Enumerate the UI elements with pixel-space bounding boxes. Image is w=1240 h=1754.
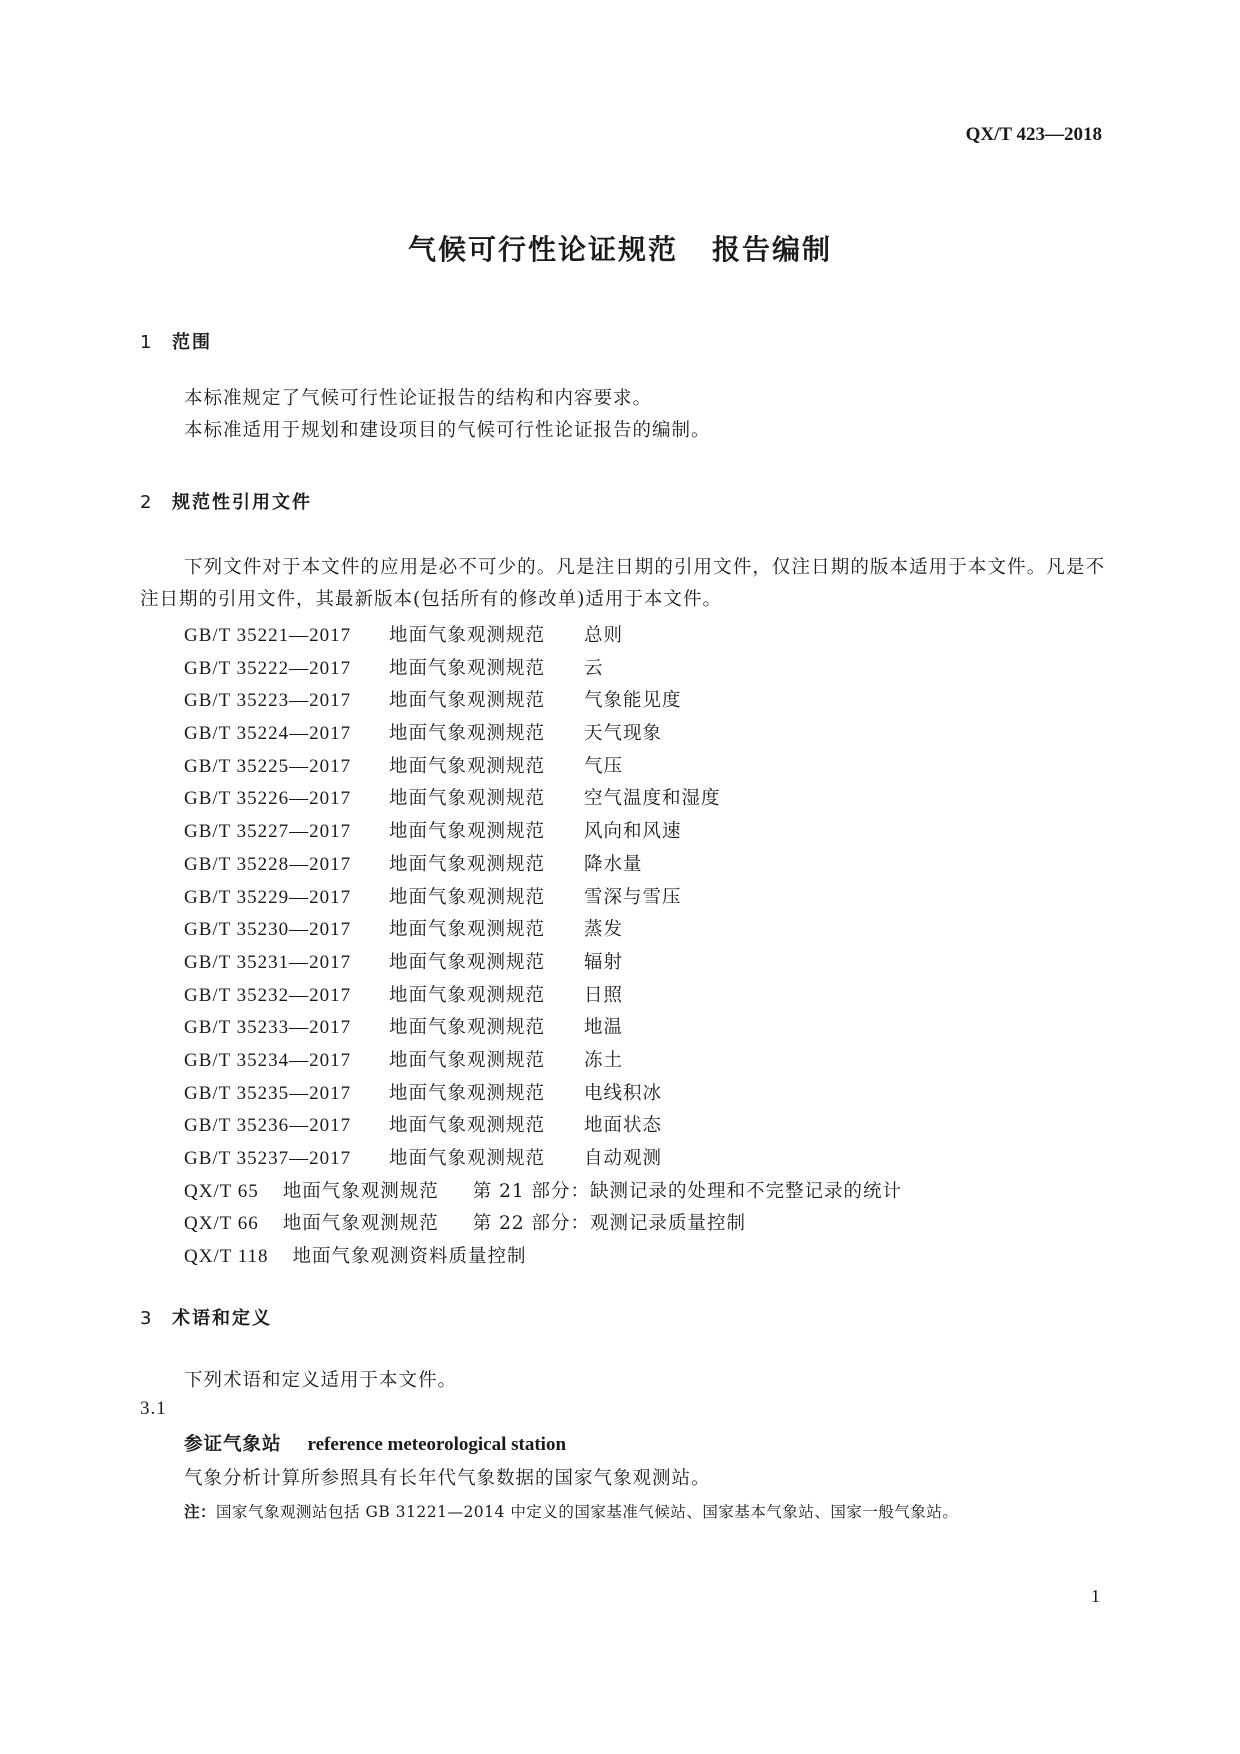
reference-title: 地面气象观测规范 xyxy=(389,821,546,843)
reference-title: 地面气象观测规范 xyxy=(282,1180,439,1202)
reference-item xyxy=(184,620,902,653)
reference-code: GB/T 35224—2017 xyxy=(184,723,352,745)
standard-code: QX/T 423—2018 xyxy=(965,124,1102,145)
reference-title: 地面气象观测规范 xyxy=(389,951,546,973)
reference-title: 地面气象观测规范 xyxy=(389,657,546,679)
reference-item xyxy=(184,751,902,784)
title-main: 气候可行性论证规范 xyxy=(407,233,678,266)
reference-item xyxy=(184,882,902,915)
reference-item xyxy=(184,816,902,849)
reference-subtitle: 风向和风速 xyxy=(584,821,682,843)
note-text: 国家气象观测站包括 GB 31221—2014 中定义的国家基准气候站、国家基本气象站、国家一般气象站。 xyxy=(216,1503,959,1521)
term-note xyxy=(184,1500,958,1522)
section-title: 范围 xyxy=(172,332,212,353)
reference-code: QX/T 118 xyxy=(184,1246,269,1268)
section-3-heading xyxy=(140,1304,272,1330)
section-number: 2 xyxy=(140,492,154,513)
reference-subtitle: 空气温度和湿度 xyxy=(584,788,721,810)
title-sub: 报告编制 xyxy=(712,233,833,266)
reference-subtitle: 气象能见度 xyxy=(584,690,682,712)
reference-item xyxy=(184,1176,902,1209)
reference-title: 地面气象观测规范 xyxy=(389,1115,546,1137)
reference-title: 地面气象观测规范 xyxy=(389,755,546,777)
reference-title: 地面气象观测规范 xyxy=(389,723,546,745)
reference-title: 地面气象观测规范 xyxy=(389,1017,546,1039)
reference-list xyxy=(184,620,902,1274)
term-chinese: 参证气象站 xyxy=(184,1434,282,1455)
reference-subtitle: 雪深与雪压 xyxy=(584,886,682,908)
section-2-heading xyxy=(140,488,312,514)
term-number: 3.1 xyxy=(140,1398,167,1419)
reference-code: GB/T 35229—2017 xyxy=(184,886,352,908)
reference-code: GB/T 35222—2017 xyxy=(184,657,352,679)
document-title xyxy=(0,228,1240,268)
reference-title: 地面气象观测规范 xyxy=(389,625,546,646)
reference-code: GB/T 35232—2017 xyxy=(184,984,352,1006)
reference-item xyxy=(184,980,902,1013)
paragraph: 本标准规定了气候可行性论证报告的结构和内容要求。 xyxy=(184,388,653,409)
page-number: 1 xyxy=(1091,1586,1100,1606)
reference-subtitle: 电线积冰 xyxy=(584,1082,663,1104)
reference-item xyxy=(184,1012,902,1045)
reference-code: GB/T 35235—2017 xyxy=(184,1082,352,1104)
reference-code: GB/T 35231—2017 xyxy=(184,951,352,973)
reference-title: 地面气象观测规范 xyxy=(389,1049,546,1071)
reference-subtitle: 地面状态 xyxy=(584,1115,663,1137)
reference-item xyxy=(184,1208,902,1241)
reference-subtitle: 冻土 xyxy=(584,1049,624,1071)
reference-code: GB/T 35233—2017 xyxy=(184,1017,352,1039)
reference-item xyxy=(184,1078,902,1111)
reference-code: GB/T 35227—2017 xyxy=(184,821,352,843)
reference-code: GB/T 35226—2017 xyxy=(184,788,352,810)
note-label: 注： xyxy=(184,1503,217,1521)
reference-code: GB/T 35221—2017 xyxy=(184,625,352,646)
reference-subtitle: 第 21 部分：缺测记录的处理和不完整记录的统计 xyxy=(472,1180,903,1202)
reference-code: GB/T 35230—2017 xyxy=(184,919,352,941)
reference-subtitle: 日照 xyxy=(584,984,624,1006)
reference-item xyxy=(184,653,902,686)
term-heading xyxy=(184,1430,566,1456)
reference-title: 地面气象观测规范 xyxy=(282,1213,439,1235)
reference-title: 地面气象观测规范 xyxy=(389,853,546,875)
paragraph: 下列文件对于本文件的应用是必不可少的。凡是注日期的引用文件，仅注日期的版本适用于本文件。凡是不注日期的引用文件，其最新版本(包括所有的修改单)适用于本文件。 xyxy=(140,557,1105,610)
reference-item xyxy=(184,1143,902,1176)
reference-item xyxy=(184,914,902,947)
reference-subtitle: 辐射 xyxy=(584,951,624,973)
reference-item xyxy=(184,1110,902,1143)
reference-title: 地面气象观测规范 xyxy=(389,1082,546,1104)
reference-title: 地面气象观测规范 xyxy=(389,690,546,712)
reference-title: 地面气象观测规范 xyxy=(389,919,546,941)
reference-item xyxy=(184,1241,902,1274)
reference-item xyxy=(184,685,902,718)
section-title: 规范性引用文件 xyxy=(172,492,312,513)
reference-subtitle: 自动观测 xyxy=(584,1148,663,1169)
reference-code: GB/T 35236—2017 xyxy=(184,1115,352,1137)
reference-subtitle: 第 22 部分：观测记录质量控制 xyxy=(472,1213,747,1235)
reference-code: QX/T 65 xyxy=(184,1180,259,1202)
reference-code: QX/T 66 xyxy=(184,1213,259,1235)
section-number: 1 xyxy=(140,332,154,353)
reference-title: 地面气象观测规范 xyxy=(389,1148,546,1169)
section-number: 3 xyxy=(140,1308,154,1329)
reference-subtitle: 天气现象 xyxy=(584,723,663,745)
paragraph: 本标准适用于规划和建设项目的气候可行性论证报告的编制。 xyxy=(184,420,711,441)
reference-subtitle: 蒸发 xyxy=(584,919,624,941)
reference-title: 地面气象观测规范 xyxy=(389,984,546,1006)
reference-title: 地面气象观测规范 xyxy=(389,886,546,908)
reference-subtitle: 云 xyxy=(584,657,604,679)
reference-subtitle: 总则 xyxy=(584,625,624,646)
term-definition: 气象分析计算所参照具有长年代气象数据的国家气象观测站。 xyxy=(184,1468,711,1489)
reference-code: GB/T 35223—2017 xyxy=(184,690,352,712)
reference-subtitle: 地温 xyxy=(584,1017,624,1039)
reference-subtitle: 降水量 xyxy=(584,853,643,875)
reference-code: GB/T 35228—2017 xyxy=(184,853,352,875)
reference-code: GB/T 35225—2017 xyxy=(184,755,352,777)
reference-item xyxy=(184,718,902,751)
section-1-heading xyxy=(140,328,212,354)
reference-item xyxy=(184,783,902,816)
reference-code: GB/T 35234—2017 xyxy=(184,1049,352,1071)
reference-item xyxy=(184,947,902,980)
reference-code: GB/T 35237—2017 xyxy=(184,1148,352,1169)
reference-subtitle: 气压 xyxy=(584,755,624,777)
section-title: 术语和定义 xyxy=(172,1308,272,1329)
reference-title: 地面气象观测资料质量控制 xyxy=(292,1246,527,1268)
reference-title: 地面气象观测规范 xyxy=(389,788,546,810)
term-english: reference meteorological station xyxy=(307,1434,567,1455)
reference-item xyxy=(184,849,902,882)
paragraph: 下列术语和定义适用于本文件。 xyxy=(184,1370,458,1391)
reference-item xyxy=(184,1045,902,1078)
